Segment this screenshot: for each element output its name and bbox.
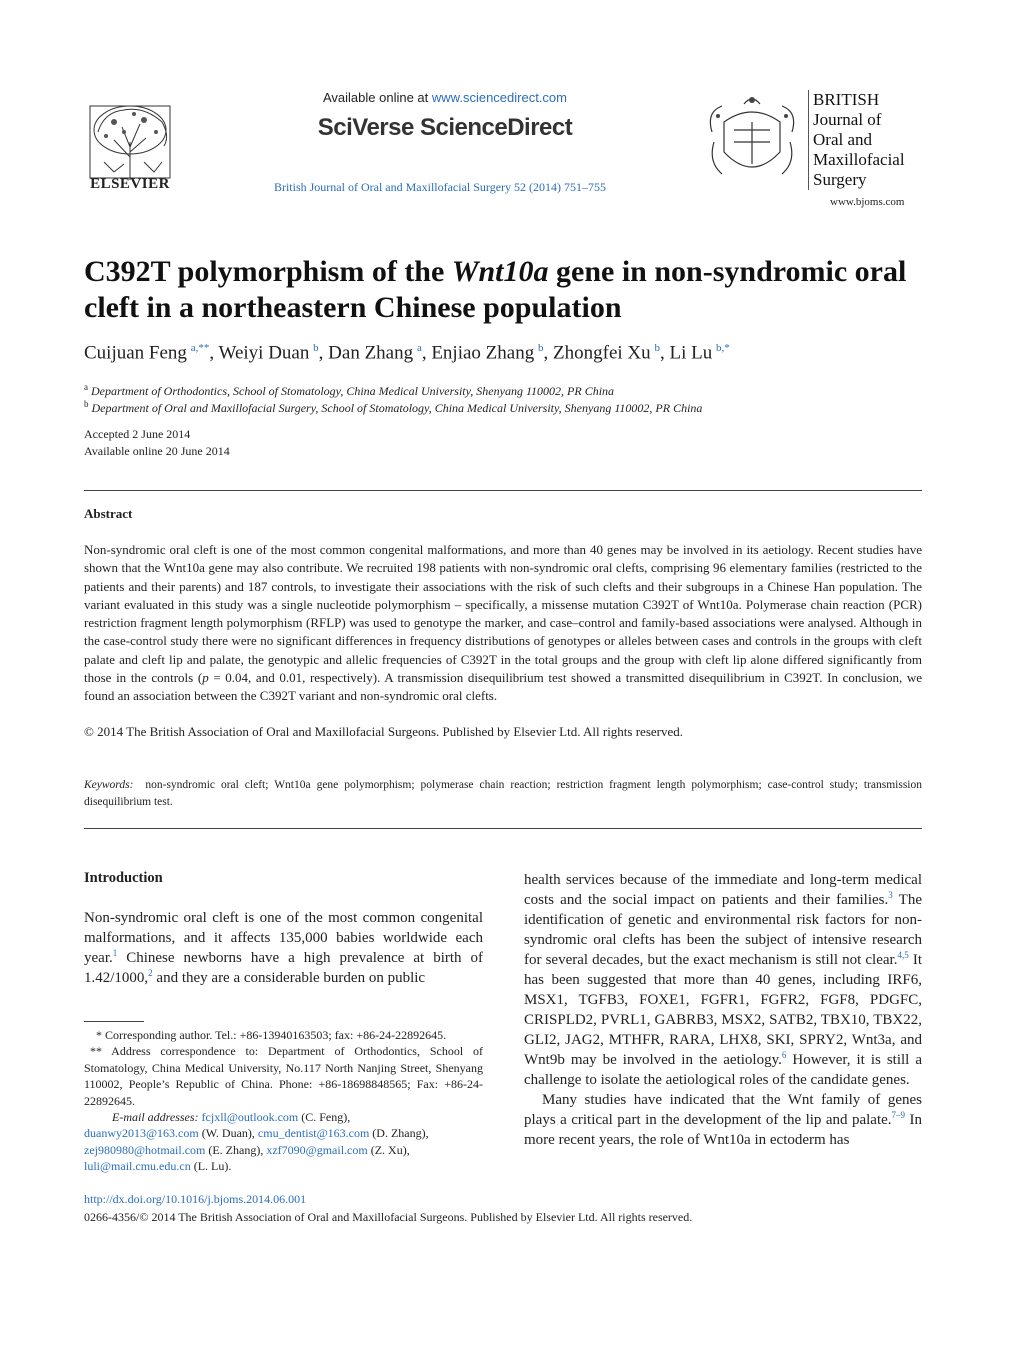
divider: [84, 828, 922, 829]
bjoms-title-line: Oral and: [813, 130, 873, 149]
email-link[interactable]: zej980980@hotmail.com: [84, 1142, 206, 1157]
intro-text: Non-syndromic oral cleft is one of the most common congenital malformations, and it affects 135,000 babies worldwide each year.: [84, 910, 483, 966]
author-affil-sup[interactable]: b,*: [716, 342, 730, 354]
divider: [84, 490, 922, 491]
abstract-p-symbol: p: [202, 670, 209, 686]
abstract-copyright: © 2014 The British Association of Oral and Maxillofacial Surgeons. Published by Elsevier Ltd. All rights reserved.: [84, 724, 684, 739]
author-name[interactable]: Li Lu: [669, 342, 713, 364]
intro-text: health services because of the immediate and long-term medical costs and the social impact on patients and their families.: [524, 872, 922, 908]
abstract-heading: Abstract: [84, 506, 133, 521]
author-affil-sup[interactable]: b: [538, 342, 544, 354]
affiliation-a-sup: a: [84, 382, 88, 392]
author-affil-sup[interactable]: a,**: [190, 342, 210, 354]
accepted-date: Accepted 2 June 2014: [84, 427, 191, 441]
introduction-heading: Introduction: [84, 870, 163, 886]
issn-copyright: 0266-4356/© 2014 The British Association of Oral and Maxillofacial Surgeons. Published by Elsevier Ltd. All rights reserved.: [84, 1210, 693, 1224]
elsevier-wordmark: ELSEVIER: [90, 176, 170, 192]
bjoms-title-line: Maxillofacial: [813, 150, 905, 169]
email-label: E-mail addresses:: [112, 1110, 199, 1125]
author-affil-sup[interactable]: b: [654, 342, 660, 354]
email-addresses-cont: [84, 1158, 483, 1174]
author-list: Cuijuan Feng $^{a,**}$, Weiyi Duan $^b$, Dan Zhang $^a$, Enjiao Zhang $^b$, Zhongfei Xu $^b$, Li Lu $^{b,*}$: [84, 342, 730, 364]
author-name[interactable]: Enjiao Zhang: [431, 342, 535, 364]
affiliation-a: [84, 382, 614, 399]
affiliation-b-text: Department of Oral and Maxillofacial Surgery, School of Stomatology, China Medical University, Shenyang 110002, PR China: [91, 401, 703, 415]
doi-link[interactable]: http://dx.doi.org/10.1016/j.bjoms.2014.06.001: [84, 1192, 307, 1206]
article-dates: [84, 426, 230, 460]
author-name[interactable]: Cuijuan Feng: [84, 342, 187, 364]
author-affil-sup[interactable]: b: [313, 342, 319, 354]
email-link[interactable]: fcjxll@outlook.com: [201, 1110, 299, 1125]
sciverse-brand: SciVerse ScienceDirect: [317, 114, 573, 141]
bjoms-title-line: BRITISH: [813, 90, 880, 109]
email-owner: (Z. Xu),: [367, 1142, 410, 1157]
bjoms-title-line: Surgery: [813, 170, 867, 189]
keywords-label: Keywords:: [84, 779, 134, 791]
author-name[interactable]: Weiyi Duan: [218, 342, 310, 364]
intro-paragraph: [524, 870, 922, 1090]
intro-text: and they are a considerable burden on public: [152, 970, 426, 986]
affiliation-b: [84, 399, 702, 416]
email-link[interactable]: duanwy2013@163.com: [84, 1126, 199, 1141]
available-online-date: Available online 20 June 2014: [84, 444, 230, 458]
email-owner: (D. Zhang),: [369, 1126, 429, 1141]
introduction-right-column: [524, 870, 922, 1150]
footnote-divider: [84, 1021, 144, 1022]
address-note: ** Address correspondence to: Department of Orthodontics, School of Stomatology, China Medical University, No.117 North Nanjing Street, Shenyang 110002, People’s Republic of China. Phone: +86-18698848565; Fax: +86-24-22892645.: [84, 1044, 483, 1108]
bjoms-url: www.bjoms.com: [830, 196, 905, 208]
bjoms-crest-logo: [704, 92, 800, 192]
reference-link[interactable]: 6: [781, 1050, 787, 1060]
intro-text: Many studies have indicated that the Wnt family of genes plays a critical part in the development of the lip and palate.: [524, 1092, 922, 1128]
keywords-text: non-syndromic oral cleft; Wnt10a gene polymorphism; polymerase chain reaction; restriction fragment length polymorphism; case-control study; transmission disequilibrium test.: [84, 779, 923, 808]
title-part2: gene in non-syndromic oral cleft in a northeastern Chinese population: [84, 255, 907, 324]
email-link[interactable]: xzf7090@gmail.com: [266, 1142, 368, 1157]
email-addresses-cont: [84, 1142, 483, 1158]
email-owner: (W. Duan),: [198, 1126, 255, 1141]
reference-link[interactable]: 2: [148, 968, 153, 978]
intro-text: The identification of genetic and environmental risk factors for non-syndromic oral clefts has been the subject of intensive research for several decades, but the exact mechanism is still not clear.: [524, 892, 922, 968]
intro-paragraph: [524, 1090, 922, 1150]
sciencedirect-link[interactable]: www.sciencedirect.com: [431, 90, 567, 105]
title-part1: C392T polymorphism of the: [84, 255, 452, 288]
author-name[interactable]: Zhongfei Xu: [553, 342, 651, 364]
abstract-text-part1: Non-syndromic oral cleft is one of the most common congenital malformations, and more than 40 genes may be involved in its aetiology. Recent studies have shown that the Wnt10a gene may also contribute. We recruited 198 patients with non-syndromic oral clefts, comprising 96 elementary families (restricted to the patients and their parents) and 187 controls, to investigate their associations with the risk of such clefts and their subgroups in a Chinese Han population. The variant evaluated in this study was a single nucleotide polymorphism – specifically, a missense mutation C392T of Wnt10a. Polymerase chain reaction (PCR) restriction fragment length polymorphism (RFLP) was used to genotype the marker, and case–control and family-based associations were analysed. Although in the case-control study there were no significant differences in frequency distributions of genotypes or alleles between cases and controls in the groups with cleft palate and cleft lip and palate, the genotypic and allelic frequencies of C392T in the total groups and the group with cleft lip alone differed significantly from those in the controls (: [84, 542, 922, 686]
reference-link[interactable]: 4,5: [897, 950, 909, 960]
affiliation-b-sup: b: [84, 399, 89, 409]
reference-link[interactable]: 1: [112, 948, 118, 958]
article-title: [84, 254, 944, 326]
email-owner: (E. Zhang),: [205, 1142, 264, 1157]
keywords: [84, 777, 922, 811]
journal-citation-link[interactable]: British Journal of Oral and Maxillofacial Surgery 52 (2014) 751–755: [273, 180, 607, 194]
abstract-body: [84, 541, 922, 706]
author-name[interactable]: Dan Zhang: [328, 342, 414, 364]
intro-text: However, it is still a challenge to isolate the aetiological roles of the candidate genes.: [524, 1052, 922, 1088]
corresponding-author-note: * Corresponding author. Tel.: +86-13940163503; fax: +86-24-22892645.: [96, 1028, 447, 1042]
bjoms-journal-title: [808, 90, 905, 190]
intro-text: Chinese newborns have a high prevalence at birth of 1.42/1000,: [84, 950, 483, 986]
email-link[interactable]: luli@mail.cmu.edu.cn: [84, 1159, 191, 1174]
email-addresses-cont: [84, 1125, 483, 1141]
intro-text: It has been suggested that more than 40 genes, including IRF6, MSX1, TGFB3, FOXE1, FGFR1, FGFR2, FGF8, PDGFC, CRISPLD2, PVRL1, GABRB3, MSX2, SATB2, TBX10, TBX22, GLI2, JAG2, MTHFR, RARA, LHX8, SKI, SPRY2, Wnt3a, and Wnt9b may be involved in the aetiology.: [524, 952, 922, 1068]
author-affil-sup[interactable]: a: [416, 342, 422, 354]
available-online-prefix: Available online at: [322, 90, 432, 105]
email-owner: (C. Feng),: [298, 1110, 351, 1125]
bjoms-title-line: Journal of: [813, 110, 882, 129]
affiliation-a-text: Department of Orthodontics, School of Stomatology, China Medical University, Shenyang 110002, PR China: [91, 384, 615, 398]
intro-text: In more recent years, the role of Wnt10a in ectoderm has: [524, 1112, 922, 1148]
available-online-line: [300, 90, 590, 105]
introduction-left-column: [84, 908, 483, 988]
footnotes: [84, 1027, 483, 1175]
title-gene: Wnt10a: [451, 255, 549, 288]
abstract-text-part2: = 0.04, and 0.01, respectively). A transmission disequilibrium test showed a transmitted disequilibrium in C392T. In conclusion, we found an association between the C392T variant and non-syndromic oral clefts.: [84, 670, 922, 704]
email-link[interactable]: cmu_dentist@163.com: [257, 1126, 370, 1141]
reference-link[interactable]: 7–9: [891, 1110, 906, 1120]
email-addresses: [84, 1109, 483, 1125]
email-owner: (L. Lu).: [190, 1159, 232, 1174]
reference-link[interactable]: 3: [888, 890, 893, 900]
